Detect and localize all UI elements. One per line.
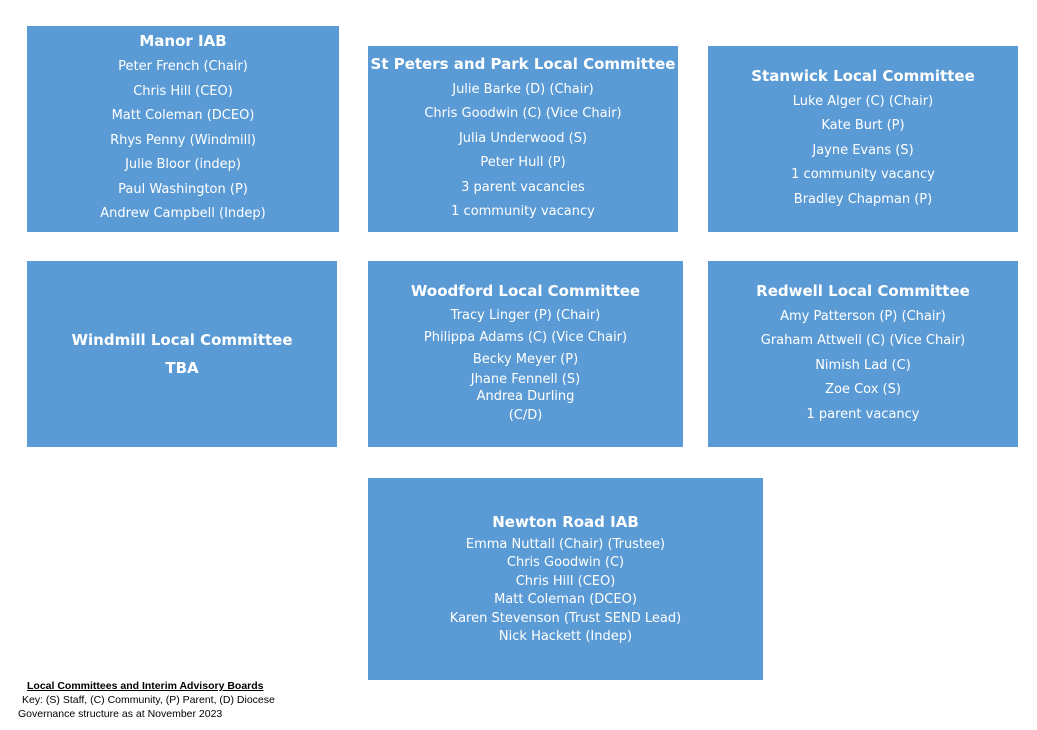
member-line: Julie Bloor (indep) (125, 157, 241, 173)
box-title: St Peters and Park Local Committee (370, 54, 676, 73)
member-line: Chris Hill (CEO) (515, 573, 616, 589)
member-line: Jayne Evans (S) (812, 142, 914, 158)
footer-notes (18, 679, 275, 721)
member-line: Peter French (Chair) (118, 59, 248, 75)
windmill-committee-box (27, 261, 337, 447)
member-line: Jhane Fennell (S) (470, 372, 581, 387)
member-line: Philippa Adams (C) (Vice Chair) (423, 330, 628, 345)
member-line: Matt Coleman (DCEO) (494, 592, 637, 607)
member-line: 1 community vacancy (791, 167, 935, 183)
member-line: Tracy Linger (P) (Chair) (450, 308, 601, 323)
box-title: Newton Road IAB (492, 512, 639, 531)
member-line: 3 parent vacancies (461, 179, 585, 195)
footer-heading: Local Committees and Interim Advisory Boards (27, 680, 264, 692)
member-line: Chris Goodwin (C) (Vice Chair) (424, 106, 622, 121)
box-subtitle: TBA (165, 359, 199, 377)
member-line: 1 community vacancy (451, 204, 595, 219)
woodford-committee-box (368, 261, 683, 447)
st-peters-park-committee-box (368, 46, 678, 232)
footer-note: Governance structure as at November 2023 (18, 708, 223, 720)
member-line: Paul Washington (P) (118, 181, 248, 197)
box-title: Woodford Local Committee (410, 282, 641, 300)
member-line: Andrea Durling (476, 389, 575, 404)
member-line: Emma Nuttall (Chair) (Trustee) (465, 536, 666, 552)
member-line: Matt Coleman (DCEO) (111, 108, 255, 124)
member-line: Luke Alger (C) (Chair) (792, 93, 934, 109)
member-line: Andrew Campbell (Indep) (100, 206, 266, 222)
member-line: Julia Underwood (S) (458, 130, 588, 146)
member-line: Karen Stevenson (Trust SEND Lead) (449, 610, 682, 626)
redwell-committee-box (708, 261, 1018, 447)
member-line: Chris Goodwin (C) (506, 555, 625, 570)
newton-road-iab-box (368, 478, 763, 680)
member-line: Peter Hull (P) (480, 155, 566, 170)
box-title: Stanwick Local Committee (751, 66, 975, 85)
stanwick-committee-box (708, 46, 1018, 232)
member-line: Becky Meyer (P) (472, 352, 579, 367)
box-title: Windmill Local Committee (71, 331, 293, 349)
box-title: Redwell Local Committee (756, 281, 970, 300)
manor-iab-box (27, 26, 339, 232)
member-line: Bradley Chapman (P) (793, 191, 933, 207)
member-line: Nimish Lad (C) (815, 357, 911, 373)
member-line: 1 parent vacancy (806, 406, 920, 422)
member-line: Chris Hill (CEO) (133, 83, 233, 99)
member-line: Zoe Cox (S) (825, 382, 901, 398)
footer-key: Key: (S) Staff, (C) Community, (P) Parent, (D) Diocese (22, 694, 275, 706)
member-line: Amy Patterson (P) (Chair) (780, 308, 946, 324)
member-line: (C/D) (508, 408, 543, 423)
member-line: Julie Barke (D) (Chair) (452, 81, 594, 97)
member-line: Rhys Penny (Windmill) (110, 132, 256, 148)
member-line: Kate Burt (P) (821, 118, 905, 134)
box-title: Manor IAB (139, 32, 227, 51)
member-line: Nick Hackett (Indep) (498, 629, 633, 644)
member-line: Graham Attwell (C) (Vice Chair) (760, 333, 966, 349)
